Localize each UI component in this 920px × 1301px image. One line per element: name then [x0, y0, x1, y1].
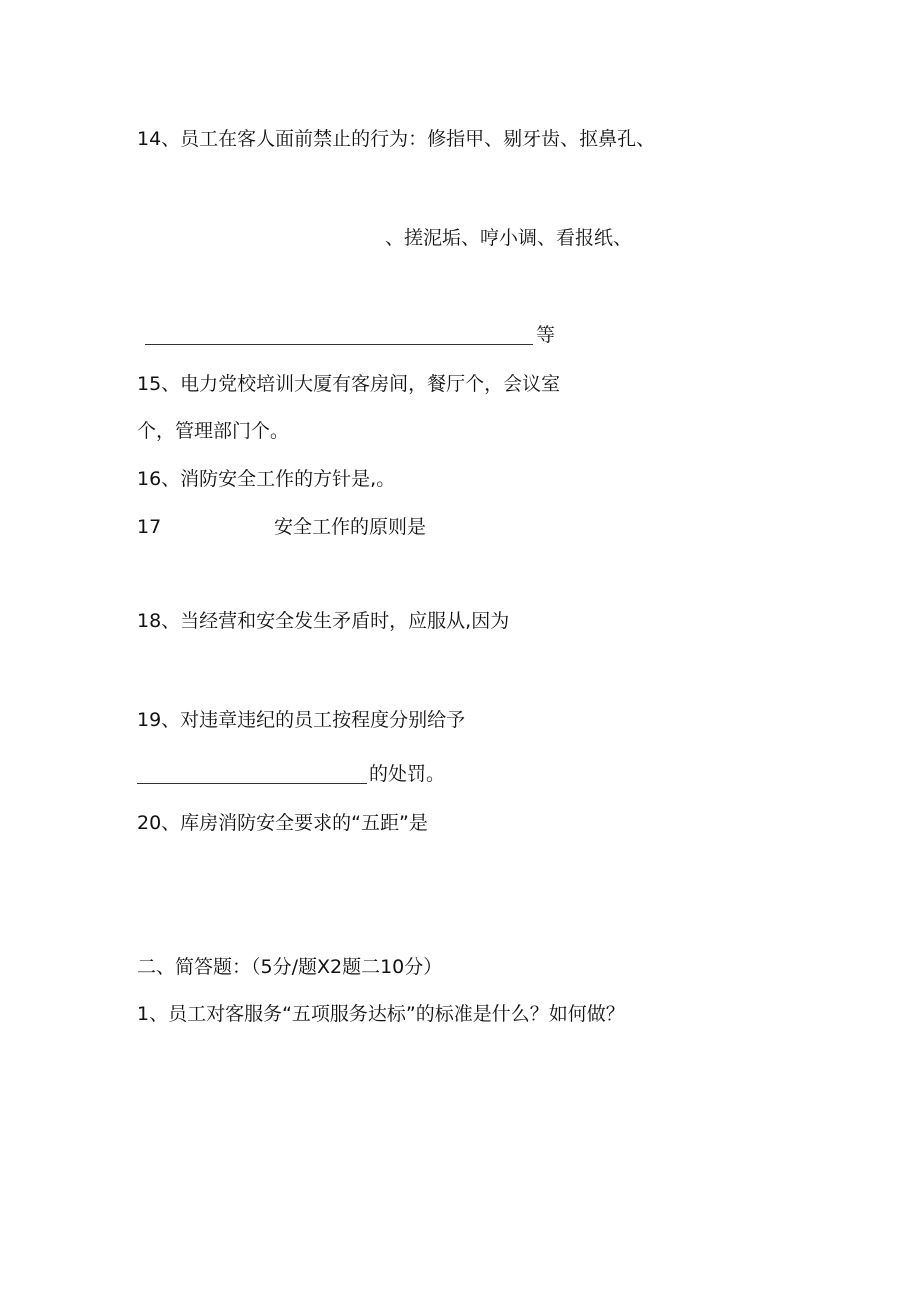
q20: 20、库房消防安全要求的“五距”是	[137, 812, 428, 834]
q15-line1: 15、电力党校培训大厦有客房间，餐厅个，会议室	[137, 373, 561, 395]
q15-line2: 个，管理部门个。	[137, 420, 290, 442]
q17-number: 17	[137, 516, 162, 538]
q19-answer-blank	[137, 783, 367, 784]
q14-line1: 14、员工在客人面前禁止的行为：修指甲、剔牙齿、抠鼻孔、	[137, 128, 656, 150]
q19-line1: 19、对违章违纪的员工按程度分别给予	[137, 709, 466, 731]
q17-text: 安全工作的原则是	[274, 516, 427, 538]
section2-q1: 1、员工对客服务“五项服务达标”的标准是什么？如何做？	[137, 1003, 625, 1025]
q19-line2-tail: 的处罚。	[369, 763, 446, 785]
q14-line2: 、搓泥垢、哼小调、看报纸、	[385, 227, 633, 249]
q14-answer-blank	[145, 344, 533, 345]
q16: 16、消防安全工作的方针是,。	[137, 468, 396, 490]
q18: 18、当经营和安全发生矛盾时，应服从,因为	[137, 610, 510, 632]
section2-heading: 二、简答题：（5分/题X2题二10分）	[137, 956, 443, 978]
q14-line3-tail: 等	[536, 324, 556, 346]
